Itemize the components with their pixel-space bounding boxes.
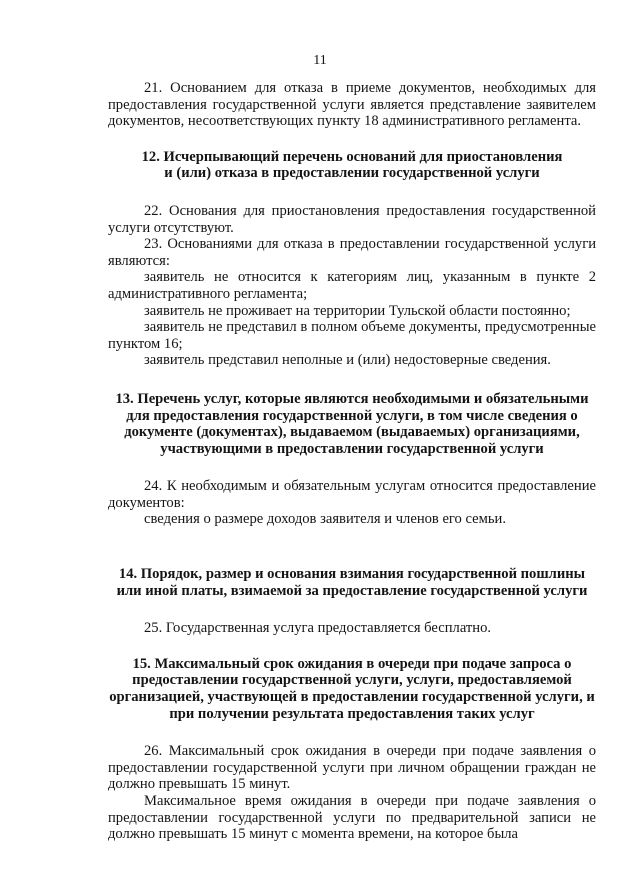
page-content bbox=[108, 80, 596, 843]
heading-line: предоставлении государственной услуги, услуги, предоставляемой bbox=[132, 672, 572, 689]
heading-line: 12. Исчерпывающий перечень оснований для приостановления bbox=[141, 148, 563, 165]
heading-line: или иной платы, взимаемой за предоставление государственной услуги bbox=[116, 582, 588, 599]
heading-line: 13. Перечень услуг, которые являются необходимыми и обязательными bbox=[115, 390, 589, 407]
section-heading-12 bbox=[108, 149, 596, 182]
list-item: заявитель не представил в полном объеме документы, предусмотренные пунктом 16; bbox=[108, 319, 596, 352]
paragraph-24: 24. К необходимым и обязательным услугам относится предоставление документов: bbox=[108, 478, 596, 511]
heading-line: и (или) отказа в предоставлении государственной услуги bbox=[164, 165, 540, 182]
heading-line: организацией, участвующей в предоставлении государственной услуги, и bbox=[109, 689, 595, 706]
paragraph-21: 21. Основанием для отказа в приеме документов, необходимых для предоставления государственной услуги является представление заявителем документов, несоответствующих пункту 18 административного регламента. bbox=[108, 80, 596, 130]
heading-line: 14. Порядок, размер и основания взимания государственной пошлины bbox=[118, 566, 586, 583]
list-item: заявитель представил неполные и (или) недостоверные сведения. bbox=[144, 352, 551, 369]
heading-line: участвующими в предоставлении государственной услуги bbox=[160, 440, 544, 457]
paragraph-26-continued: Максимальное время ожидания в очереди при подаче заявления о предоставлении государственной услуги по предварительной записи не должно превышать 15 минут с момента времени, на которое была bbox=[108, 793, 596, 843]
section-heading-15 bbox=[108, 656, 596, 722]
paragraph-23: 23. Основаниями для отказа в предоставлении государственной услуги являются: bbox=[108, 236, 596, 269]
list-item: заявитель не проживает на территории Тульской области постоянно; bbox=[144, 302, 571, 319]
heading-line: при получении результата предоставления таких услуг bbox=[169, 705, 535, 722]
list-item: заявитель не относится к категориям лиц, указанным в пункте 2 административного регламента; bbox=[108, 269, 596, 302]
page-number: 11 bbox=[313, 53, 327, 68]
list-item: сведения о размере доходов заявителя и членов его семьи. bbox=[144, 511, 506, 528]
section-heading-13 bbox=[108, 391, 596, 457]
paragraph-22: 22. Основания для приостановления предоставления государственной услуги отсутствуют. bbox=[108, 202, 596, 236]
heading-line: 15. Максимальный срок ожидания в очереди при подаче запроса о bbox=[132, 655, 572, 672]
heading-line: документе (документах), выдаваемом (выдаваемых) организациями, bbox=[124, 424, 580, 441]
heading-line: для предоставления государственной услуги, в том числе сведения о bbox=[126, 407, 578, 424]
section-heading-14 bbox=[108, 566, 596, 599]
paragraph-25: 25. Государственная услуга предоставляется бесплатно. bbox=[144, 620, 492, 637]
paragraph-26: 26. Максимальный срок ожидания в очереди при подаче заявления о предоставлении государственной услуги при личном обращении граждан не должно превышать 15 минут. bbox=[108, 743, 596, 793]
